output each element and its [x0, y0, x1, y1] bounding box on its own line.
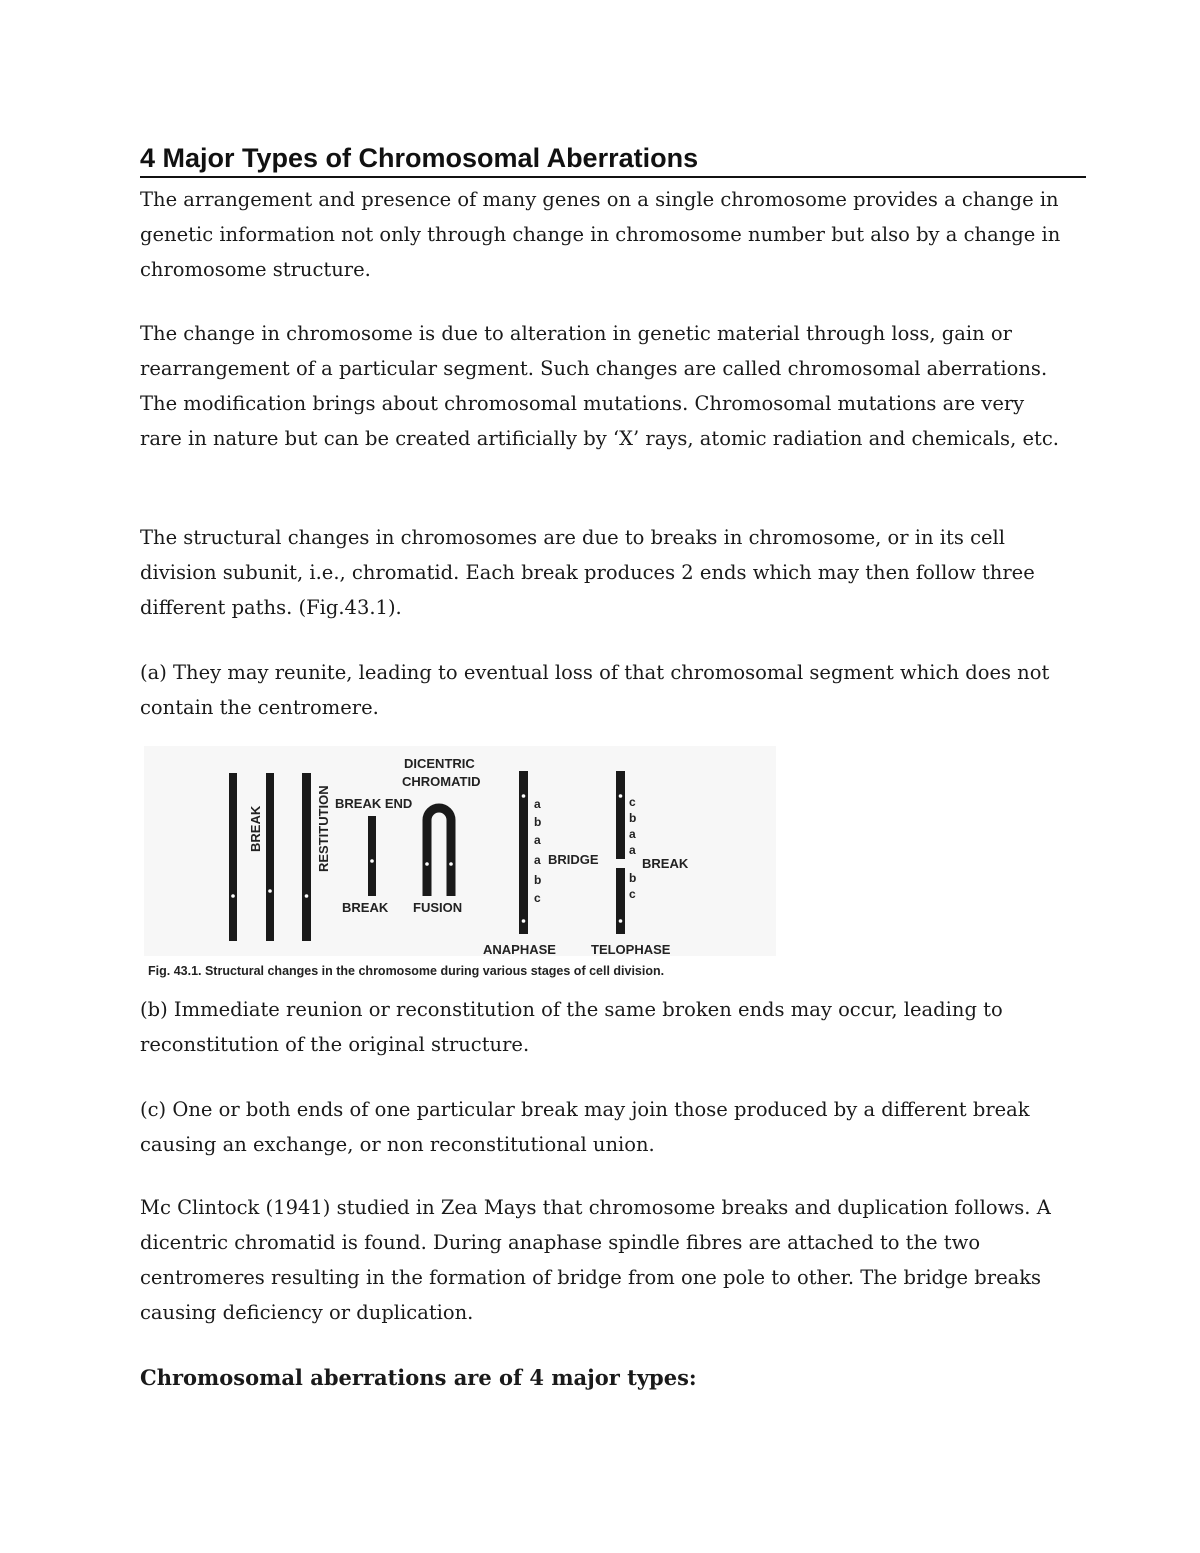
label-break-bottom: BREAK	[342, 900, 389, 915]
paragraph-structural-changes: The structural changes in chromosomes are due to breaks in chromosome, or in its cell division subunit, i.e., chromatid. Each break produces 2 ends which may then follow three different paths. (Fig.43.1).	[140, 526, 1035, 619]
caption-label: Fig. 43.1.	[148, 964, 202, 978]
section-subheading: Chromosomal aberrations are of 4 major types:	[140, 1365, 697, 1390]
anaphase-letter: b	[534, 815, 542, 829]
label-dicentric-line2: CHROMATID	[402, 774, 481, 789]
anaphase-letter: a	[534, 833, 541, 847]
paragraph-path-b: (b) Immediate reunion or reconstitution of the same broken ends may occur, leading to reconstitution of the original structure.	[140, 998, 1003, 1056]
label-telophase: TELOPHASE	[591, 942, 671, 957]
page-title: 4 Major Types of Chromosomal Aberrations	[140, 140, 1086, 178]
anaphase-letter: c	[534, 891, 541, 905]
chromosome-diagram	[144, 746, 784, 986]
caption-text: Structural changes in the chromosome during various stages of cell division.	[201, 964, 665, 978]
telophase-letter: b	[629, 811, 637, 825]
restitution-chromatid	[302, 773, 311, 941]
paragraph-aberrations-definition: The change in chromosome is due to alteration in genetic material through loss, gain or rearrangement of a particular segment. Such changes are called chromosomal aberrations. The modification brings about chromosomal mutations. Chromosomal mutations are very rare in nature but can be created artificially by ‘X’ rays, atomic radiation and chemicals, etc.	[140, 322, 1059, 450]
label-anaphase: ANAPHASE	[483, 942, 556, 957]
label-restitution: RESTITUTION	[316, 785, 331, 872]
figure-43-1	[144, 746, 784, 986]
paragraph-mcclintock: Mc Clintock (1941) studied in Zea Mays that chromosome breaks and duplication follows. A dicentric chromatid is found. During anaphase spindle fibres are attached to the two centromeres resulting in the formation of bridge from one pole to other. The bridge breaks causing deficiency or duplication.	[140, 1196, 1051, 1324]
paragraph-intro: The arrangement and presence of many genes on a single chromosome provides a change in genetic information not only through change in chromosome number but also by a change in chromosome structure.	[140, 188, 1061, 281]
paragraph-path-a: (a) They may reunite, leading to eventual loss of that chromosomal segment which does not contain the centromere.	[140, 661, 1050, 719]
label-dicentric-line1: DICENTRIC	[404, 756, 475, 771]
break-chromatid-left	[229, 773, 237, 941]
label-fusion: FUSION	[413, 900, 463, 915]
label-break-vertical: BREAK	[248, 805, 263, 852]
anaphase-letter: a	[534, 797, 541, 811]
telophase-letter: a	[629, 843, 636, 857]
anaphase-letter: a	[534, 853, 541, 867]
telophase-letter: b	[629, 871, 637, 885]
anaphase-letter: b	[534, 873, 542, 887]
telophase-letter: c	[629, 887, 636, 901]
label-break-end: BREAK END	[335, 796, 413, 811]
broken-chromatid	[368, 816, 376, 896]
paragraph-path-c: (c) One or both ends of one particular break may join those produced by a different break causing an exchange, or non reconstitutional union.	[140, 1098, 1030, 1156]
label-bridge: BRIDGE	[548, 852, 599, 867]
telophase-letter: c	[629, 795, 636, 809]
telophase-chromatid-upper	[616, 771, 625, 859]
telophase-letter: a	[629, 827, 636, 841]
figure-caption	[148, 964, 664, 978]
telophase-chromatid-lower	[616, 868, 625, 934]
label-break-right: BREAK	[642, 856, 689, 871]
break-chromatid-right	[266, 773, 274, 941]
